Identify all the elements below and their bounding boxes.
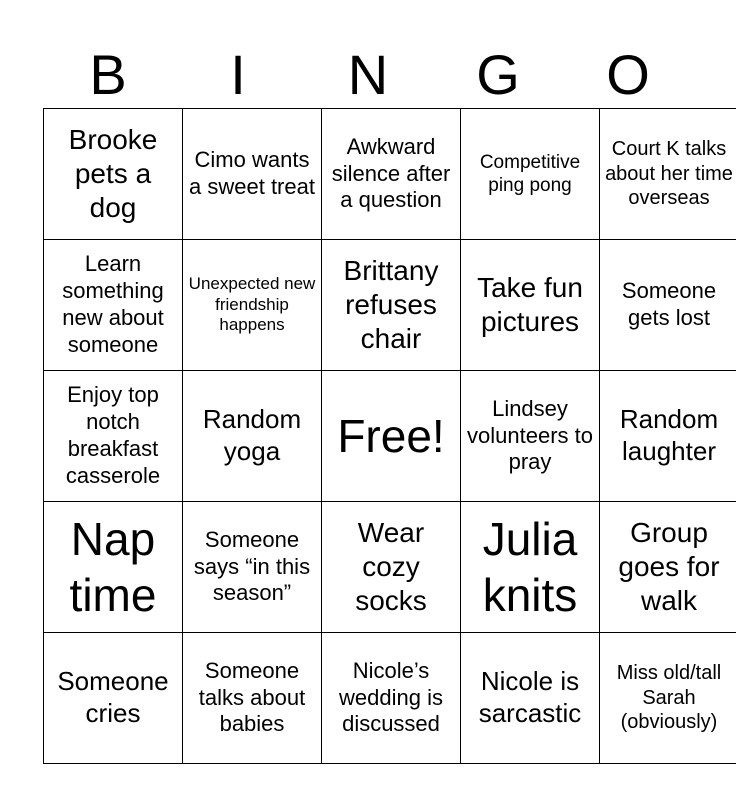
bingo-cell[interactable]: Miss old/tall Sarah (obviously): [600, 633, 736, 764]
header-letter-g: G: [476, 43, 520, 106]
bingo-cell[interactable]: Learn something new about someone: [44, 240, 183, 371]
bingo-cell[interactable]: Someone says “in this season”: [183, 502, 322, 633]
bingo-cell[interactable]: Awkward silence after a question: [322, 109, 461, 240]
bingo-cell[interactable]: Someone cries: [44, 633, 183, 764]
board-row: [44, 109, 736, 240]
bingo-cell[interactable]: Nicole is sarcastic: [461, 633, 600, 764]
bingo-cell[interactable]: Enjoy top notch breakfast casserole: [44, 371, 183, 502]
bingo-cell[interactable]: Court K talks about her time overseas: [600, 109, 736, 240]
bingo-cell[interactable]: Competitive ping pong: [461, 109, 600, 240]
board-row: [44, 240, 736, 371]
bingo-cell[interactable]: Brooke pets a dog: [44, 109, 183, 240]
bingo-cell[interactable]: Someone talks about babies: [183, 633, 322, 764]
bingo-cell[interactable]: Random yoga: [183, 371, 322, 502]
header-letter-i: I: [230, 43, 246, 106]
board-row: [44, 633, 736, 764]
free-space-cell[interactable]: Free!: [322, 371, 461, 502]
bingo-cell[interactable]: Random laughter: [600, 371, 736, 502]
header-letter-b: B: [89, 43, 127, 106]
bingo-cell[interactable]: Take fun pictures: [461, 240, 600, 371]
bingo-cell[interactable]: Nicole’s wedding is discussed: [322, 633, 461, 764]
bingo-cell[interactable]: Wear cozy socks: [322, 502, 461, 633]
header-letter-o: O: [606, 43, 650, 106]
bingo-cell[interactable]: Cimo wants a sweet treat: [183, 109, 322, 240]
bingo-cell[interactable]: Julia knits: [461, 502, 600, 633]
bingo-header: [43, 42, 693, 108]
bingo-board: [43, 108, 736, 764]
bingo-cell[interactable]: Someone gets lost: [600, 240, 736, 371]
bingo-cell[interactable]: Lindsey volunteers to pray: [461, 371, 600, 502]
bingo-cell[interactable]: Unexpected new friendship happens: [183, 240, 322, 371]
board-row: [44, 502, 736, 633]
header-letter-n: N: [347, 43, 389, 106]
bingo-cell[interactable]: Nap time: [44, 502, 183, 633]
bingo-cell[interactable]: Group goes for walk: [600, 502, 736, 633]
board-row: [44, 371, 736, 502]
bingo-cell[interactable]: Brittany refuses chair: [322, 240, 461, 371]
